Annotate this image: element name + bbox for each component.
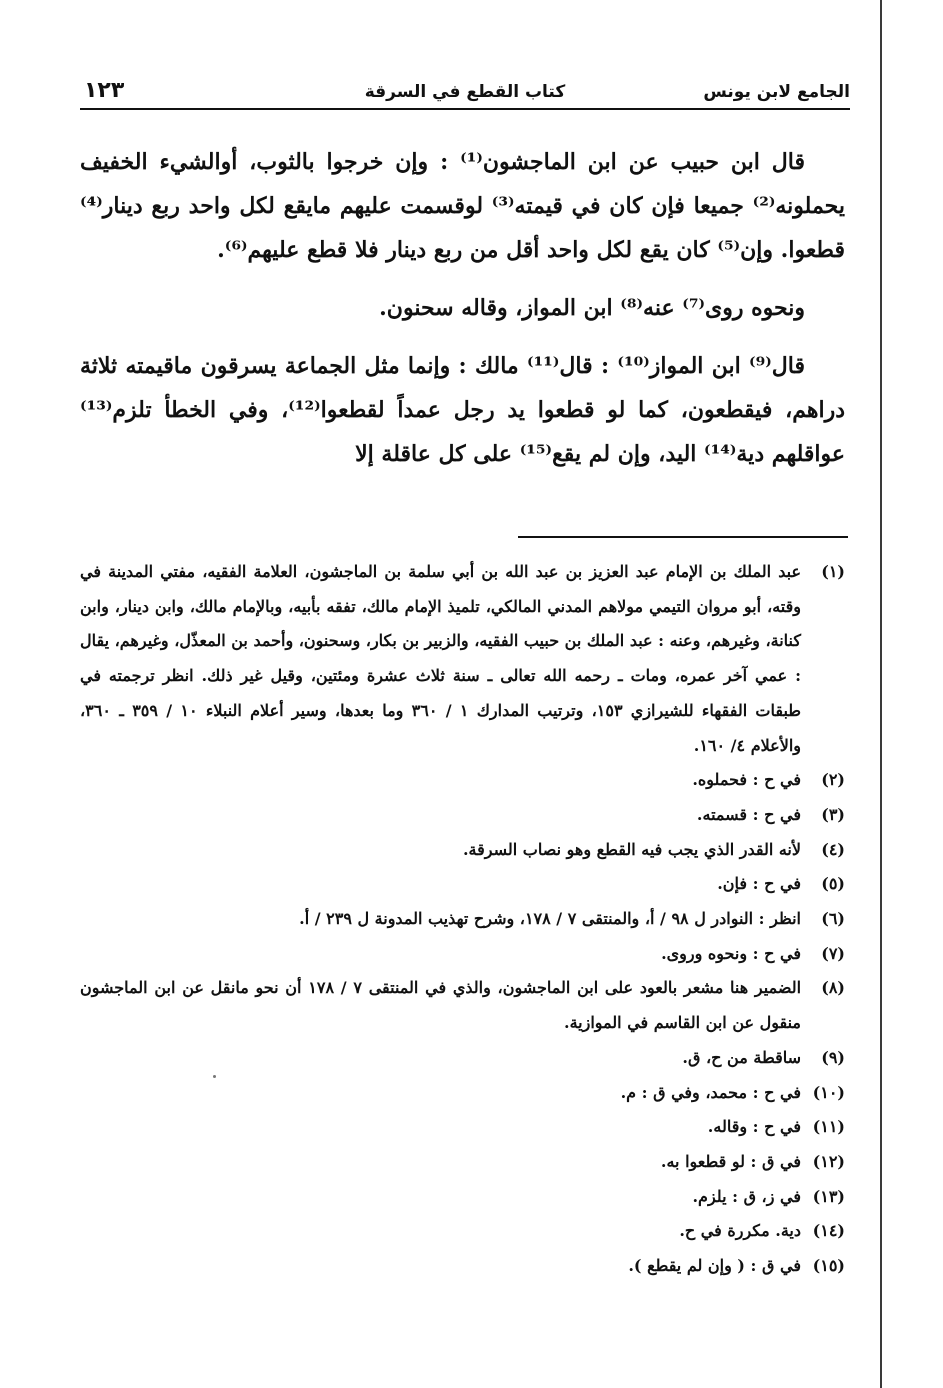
footnote [80,555,845,763]
running-title: الجامع لابن يونس [703,82,850,102]
footnote [80,971,845,1040]
footnote-number: (٤) [821,839,845,859]
footnote-text: في ح : فحملوه. [692,770,801,790]
footnote-number: (٨) [821,978,845,998]
footnote [80,833,845,868]
main-text [80,140,845,476]
footnote [80,1214,845,1249]
footnote-text: انظر : النوادر ل ٩٨ / أ، والمنتقى ٧ / ١٧٨، وشرح تهذيب المدونة ل ٢٣٩ / أ. [299,909,801,929]
footnote-number: (٧) [821,943,845,963]
page-number: ١٢٣ [84,78,125,103]
footnote [80,937,845,972]
footnote-number: (١١) [812,1117,845,1137]
footnote-text: في ح : وقاله. [707,1117,801,1137]
footnote-number: (١٣) [812,1186,845,1206]
footnote-text: في ق : ( وإن لم يقطع ). [628,1256,801,1276]
footnote [80,1110,845,1145]
footnote [80,763,845,798]
footnote-text: في ح : ونحوه وروى. [661,943,801,963]
footnote-text: ساقطة من ح، ق. [682,1047,801,1067]
footnote-number: (١٢) [812,1151,845,1171]
footnote [80,1041,845,1076]
footnote [80,1145,845,1180]
footnote [80,867,845,902]
footnote-number: (١) [821,562,845,581]
footnote [80,1249,845,1284]
footnote-number: (٣) [821,804,845,824]
footnote-number: (٢) [821,770,845,790]
footnote-text: الضمير هنا مشعر بالعود على ابن الماجشون، والذي في المنتقى ٧ / ١٧٨ أن نحو مانقل عن ابن الماجشون منقول عن ابن القاسم في الموازية. [80,978,802,1033]
footnote [80,798,845,833]
footnote-text: دية. مكررة في ح. [679,1221,801,1241]
paragraph: قال⁽⁹⁾ ابن المواز⁽¹⁰⁾ : قال⁽¹¹⁾ مالك : وإنما مثل الجماعة يسرقون ماقيمته ثلاثة دراهم، فيقطعون، كما لو قطعوا يد رجل عمداً لقطعوا⁽¹²⁾، وفي الخطأ تلزم⁽¹³⁾ عواقلهم دية⁽¹⁴⁾ اليد، وإن لم يقع⁽¹⁵⁾ على كل عاقلة إلا [80,353,846,467]
footnote-text: في ق : لو قطعوا به. [660,1151,801,1171]
footnote-text: في ح : محمد، وفي ق : م. [620,1082,801,1102]
chapter-title: كتاب القطع في السرقة [364,82,566,102]
footnote-text: في ح : فإن. [717,874,801,894]
footnote [80,902,845,937]
footnote-number: (١٥) [812,1256,845,1276]
footnote [80,1180,845,1215]
footnote-number: (١٤) [812,1221,845,1241]
scan-edge-line [880,0,882,1388]
footnote-text: في ح : قسمته. [696,804,801,824]
footnote-number: (٦) [821,909,845,929]
paragraph: قال ابن حبيب عن ابن الماجشون⁽¹⁾ : وإن خرجوا بالثوب، أوالشيء الخفيف يحملونه⁽²⁾ جميعا فإن كان في قيمته⁽³⁾ لوقسمت عليهم مايقع لكل واحد ربع دينار⁽⁴⁾ قطعوا. وإن⁽⁵⁾ كان يقع لكل واحد أقل من ربع دينار فلا قطع عليهم⁽⁶⁾. [80,149,845,263]
footnote-text: لأنه القدر الذي يجب فيه القطع وهو نصاب السرقة. [462,839,801,859]
footnote-number: (١٠) [812,1082,845,1102]
footnote [80,1076,845,1111]
footnote-number: (٥) [821,874,845,894]
paragraph: ونحوه روى⁽⁷⁾ عنه⁽⁸⁾ ابن المواز، وقاله سحنون. [379,295,805,321]
scan-speck [213,1075,216,1078]
page-header [80,78,850,108]
footnote-rule [518,536,848,538]
footnotes [80,555,845,1284]
footnote-text: في ز، ق : يلزم. [692,1186,801,1206]
footnote-text: عبد الملك بن الإمام عبد العزيز بن عبد الله بن أبي سلمة بن الماجشون، العلامة الفقيه، مفتي المدينة في وقته، أبو مروان التيمي مولاهم المدني المالكي، تلميذ الإمام مالك، تفقه بأبيه، وبالإمام مالك، وابن دينار، وابن كنانة، وغيرهم، وعنه : عبد الملك بن حبيب الفقيه، والزبير بن بكار، وسحنون، وأحمد بن المعذّل، وغيرهم، يقال : عمي آخر عمره، ومات ـ رحمه الله تعالى ـ سنة ثلاث عشرة ومئتين، وقيل غير ذلك. انظر ترجمته في طبقات الفقهاء للشيرازي ١٥٣، وترتيب المدارك ١ / ٣٦٠ وما بعدها، وسير أعلام النبلاء ١٠ / ٣٥٩ ـ ٣٦٠، والأعلام ٤/ ١٦٠. [80,562,802,755]
footnote-number: (٩) [821,1047,845,1067]
header-rule [80,108,850,110]
